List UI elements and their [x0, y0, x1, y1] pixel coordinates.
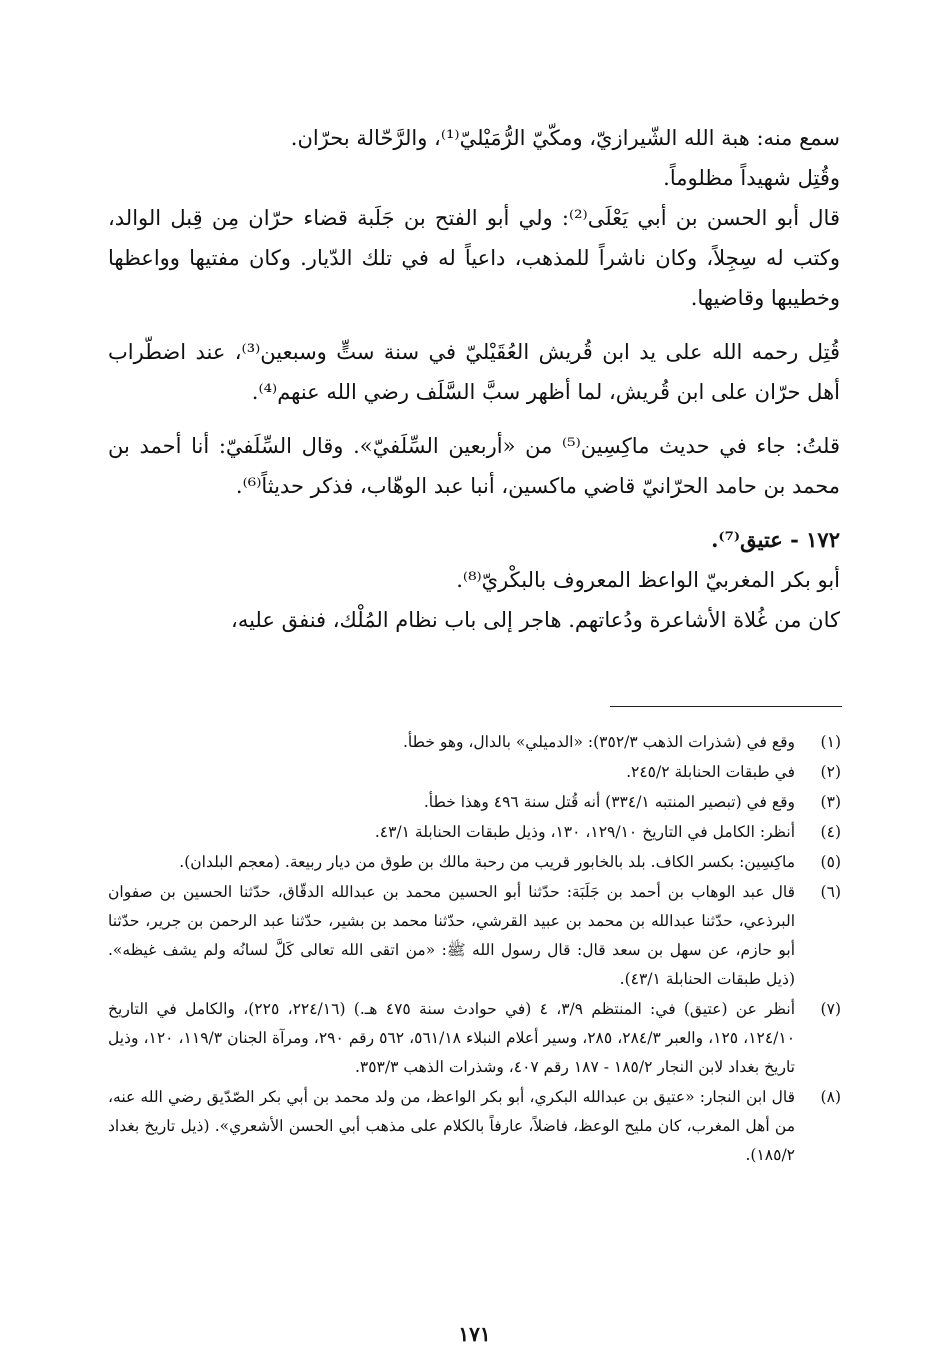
footnote [108, 818, 841, 847]
paragraph-line: وقُتِل شهيداً مظلوماً. [663, 166, 840, 190]
main-text [108, 118, 840, 640]
paragraph: قلتُ: جاء في حديث ماكِسِين⁽⁵⁾ من «أربعين السِّلَفيّ». وقال السِّلَفيّ: أنا أحمد بن محمد بن حامد الحرّانيّ قاضي ماكسين، أنبا عبد الوهّاب، فذكر حديثاً⁽⁶⁾. [108, 434, 840, 498]
footnote [108, 758, 841, 787]
paragraph: قال أبو الحسن بن أبي يَعْلَى⁽²⁾: ولي أبو الفتح بن جَلَبة قضاء حرّان مِن قِبل الوالد، وكتب له سِجِلاً، وكان ناشراً للمذهب، داعياً له في تلك الدّيار. وكان مفتيها وواعظها وخطيبها وقاضيها. [108, 206, 840, 310]
footnote [108, 1083, 841, 1170]
footnotes [108, 728, 841, 1171]
footnote-text: وقع في (تبصير المنتبه ٣٣٤/١) أنه قُتل سنة ٤٩٦ وهذا خطأ. [423, 793, 795, 811]
footnote [108, 995, 841, 1082]
footnote-number: (٣) [820, 793, 841, 811]
entry-heading: ١٧٢ - عتيق⁽⁷⁾. [711, 527, 840, 552]
footnote-number: (١) [820, 733, 841, 751]
footnote-text: وقع في (شذرات الذهب ٣٥٢/٣): «الدميلي» بالدال، وهو خطأ. [402, 733, 795, 751]
footnote-text: ماكِسِين: بكسر الكاف. بلد بالخابور قريب من رحبة مالك بن طوق من ديار ربيعة. (معجم البلدان). [179, 853, 795, 871]
footnote-number: (٤) [820, 823, 841, 841]
footnote-text: أنظر: الكامل في التاريخ ١٢٩/١٠، ١٣٠، وذيل طبقات الحنابلة ٤٣/١. [374, 823, 795, 841]
paragraph: قُتِل رحمه الله على يد ابن قُريش العُقَيْليّ في سنة ستٍّ وسبعين⁽³⁾، عند اضطّراب أهل حرّان على ابن قُريش، لما أظهر سبَّ السَّلَف رضي الله عنهم⁽⁴⁾. [108, 340, 840, 404]
footnote-number: (٧) [820, 1000, 841, 1018]
footnote-number: (٨) [820, 1088, 841, 1106]
footnote [108, 848, 841, 877]
paragraph-line: كان من غُلاة الأشاعرة ودُعاتهم. هاجر إلى باب نظام المُلْك، فنفق عليه، [231, 608, 840, 632]
page-number: ١٧١ [458, 1322, 491, 1346]
paragraph-line: أبو بكر المغربيّ الواعظ المعروف بالبكْريّ⁽⁸⁾. [456, 568, 840, 592]
footnote-text: قال عبد الوهاب بن أحمد بن جَلَبَة: حدّثنا أبو الحسين محمد بن عبدالله الدقّاق، حدّثنا الحسين بن صفوان البرذعي، حدّثنا عبدالله بن محمد بن عبيد القرشي، حدّثنا محمد بن بشير، حدّثنا عبد الرحمن بن جرير، حدّثنا أبو حازم، عن سهل بن سعد قال: قال رسول الله ﷺ: «من اتقى الله تعالى كَلَّ لسانُه ولم يشف غيظه». (ذيل طبقات الحنابلة ٤٣/١). [108, 883, 795, 988]
footnote-number: (٢) [820, 763, 841, 781]
footnote-number: (٦) [820, 883, 841, 901]
footnote-number: (٥) [820, 853, 841, 871]
footnote-text: أنظر عن (عتيق) في: المنتظم ٣/٩، ٤ (في حوادث سنة ٤٧٥ هـ.) (٢٢٤/١٦، ٢٢٥)، والكامل في التاريخ ١٢٤/١٠، ١٢٥، والعبر ٢٨٤/٣، ٢٨٥، وسير أعلام النبلاء ٥٦١/١٨، ٥٦٢ رقم ٢٩٠، ومرآة الجنان ١١٩/٣، ١٢٠، وذيل تاريخ بغداد لابن النجار ١٨٥/٢ - ١٨٧ رقم ٤٠٧، وشذرات الذهب ٣٥٣/٣. [108, 1000, 796, 1076]
footnote-text: في طبقات الحنابلة ٢٤٥/٢. [626, 763, 795, 781]
footnote-text: قال ابن النجار: «عتيق بن عبدالله البكري، أبو بكر الواعظ، من ولد محمد بن أبي بكر الصّدّيق رضي الله عنه، من أهل المغرب، كان مليح الوعظ، فاضلاً، عارفاً بالكلام على مذهب أبي الحسن الأشعري». (ذيل تاريخ بغداد ١٨٥/٢). [108, 1088, 795, 1164]
footnote [108, 788, 841, 817]
footnote-divider [610, 706, 842, 707]
paragraph-line: سمع منه: هبة الله الشّيرازيّ، ومكّيّ الرُّمَيْليّ⁽¹⁾، والرَّحّالة بحرّان. [290, 126, 840, 150]
footnote [108, 878, 841, 994]
footnote [108, 728, 841, 757]
